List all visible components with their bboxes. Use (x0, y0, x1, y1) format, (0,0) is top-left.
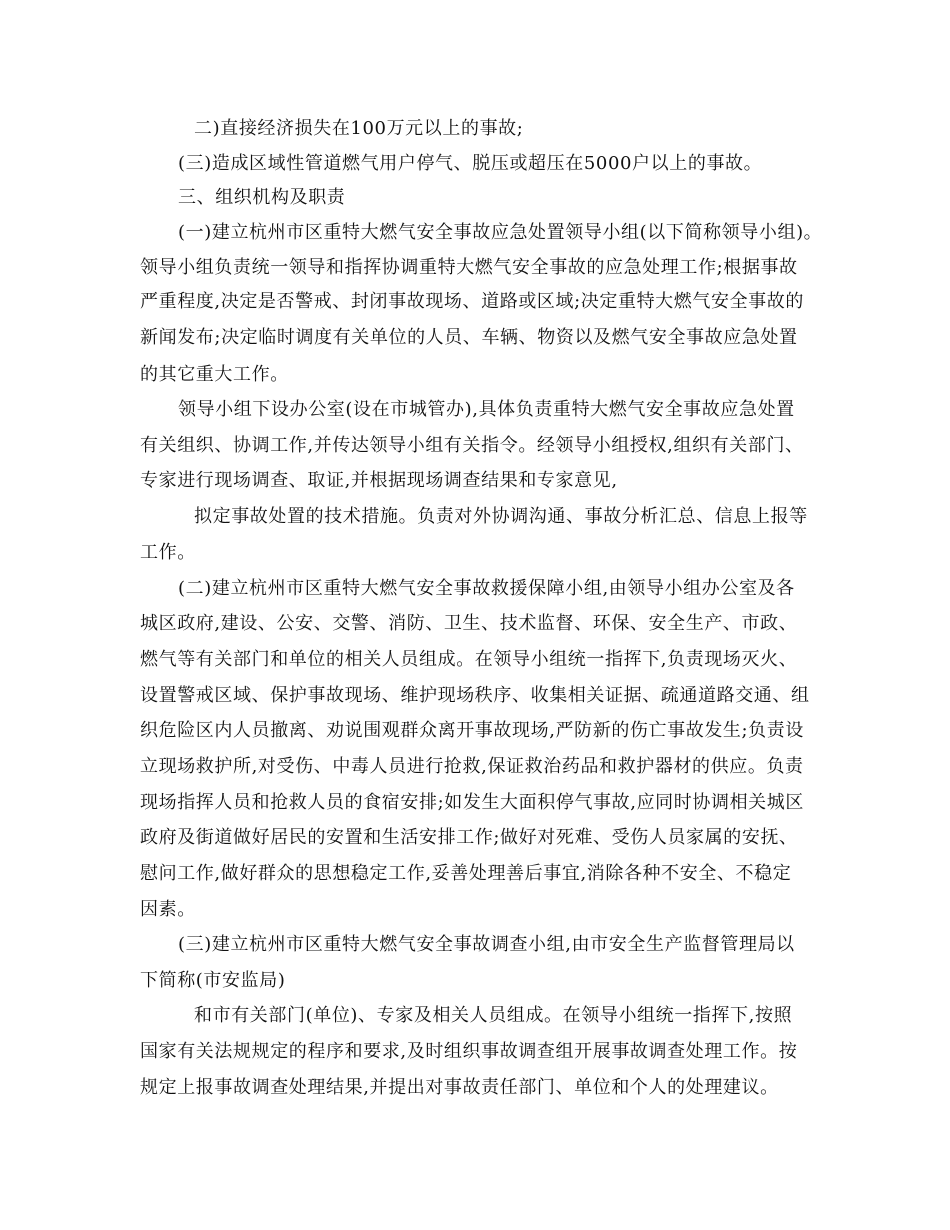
text-line: 慰问工作,做好群众的思想稳定工作,妥善处理善后事宜,消除各种不安全、不稳定 (140, 863, 792, 884)
text-line: 因素。 (140, 899, 196, 920)
text-line: 国家有关法规规定的程序和要求,及时组织事故调查组开展事故调查处理工作。按 (140, 1041, 798, 1062)
text-line: 燃气等有关部门和单位的相关人员组成。在领导小组统一指挥下,负责现场灭火、 (140, 649, 798, 670)
text-line: 和市有关部门(单位)、专家及相关人员组成。在领导小组统一指挥下,按照 (194, 1005, 793, 1026)
text-line: (一)建立杭州市区重特大燃气安全事故应急处置领导小组(以下简称领导小组)。 (178, 222, 823, 243)
text-line: 织危险区内人员撤离、劝说围观群众离开事故现场,严防新的伤亡事故发生;负责设 (140, 720, 804, 741)
text-line: 下简称(市安监局) (140, 970, 286, 991)
text-line: 新闻发布;决定临时调度有关单位的人员、车辆、物资以及燃气安全事故应急处置 (140, 327, 798, 348)
text-line: 规定上报事故调查处理结果,并提出对事故责任部门、单位和个人的处理建议。 (140, 1077, 779, 1098)
text-line: 政府及街道做好居民的安置和生活安排工作;做好对死难、受伤人员家属的安抚、 (140, 827, 798, 848)
text-line: 领导小组下设办公室(设在市城管办),具体负责重特大燃气安全事故应急处置 (178, 399, 795, 420)
text-line: 工作。 (140, 542, 196, 563)
text-line: 设置警戒区域、保护事故现场、维护现场秩序、收集相关证据、疏通道路交通、组 (140, 685, 810, 706)
text-line: 领导小组负责统一领导和指挥协调重特大燃气安全事故的应急处理工作;根据事故 (140, 257, 798, 278)
text-line: 现场指挥人员和抢救人员的食宿安排;如发生大面积停气事故,应同时协调相关城区 (140, 792, 804, 813)
text-line: 立现场救护所,对受伤、中毒人员进行抢救,保证救治药品和救护器材的供应。负责 (140, 756, 804, 777)
section-heading: 三、组织机构及职责 (178, 187, 346, 208)
text-line: 拟定事故处置的技术措施。负责对外协调沟通、事故分析汇总、信息上报等 (194, 506, 808, 527)
text-line: 有关组织、协调工作,并传达领导小组有关指令。经领导小组授权,组织有关部门、 (140, 435, 804, 456)
text-line: (三)造成区域性管道燃气用户停气、脱压或超压在5000户以上的事故。 (178, 153, 763, 174)
text-line: 二)直接经济损失在100万元以上的事故; (194, 118, 524, 139)
text-line: (二)建立杭州市区重特大燃气安全事故救援保障小组,由领导小组办公室及各 (178, 578, 795, 599)
text-line: 专家进行现场调查、取证,并根据现场调查结果和专家意见, (140, 470, 618, 491)
text-line: 严重程度,决定是否警戒、封闭事故现场、道路或区域;决定重特大燃气安全事故的 (140, 291, 804, 312)
text-line: 城区政府,建设、公安、交警、消防、卫生、技术监督、环保、安全生产、市政、 (140, 613, 798, 634)
text-line: (三)建立杭州市区重特大燃气安全事故调查小组,由市安全生产监督管理局以 (178, 934, 795, 955)
text-line: 的其它重大工作。 (140, 364, 289, 385)
